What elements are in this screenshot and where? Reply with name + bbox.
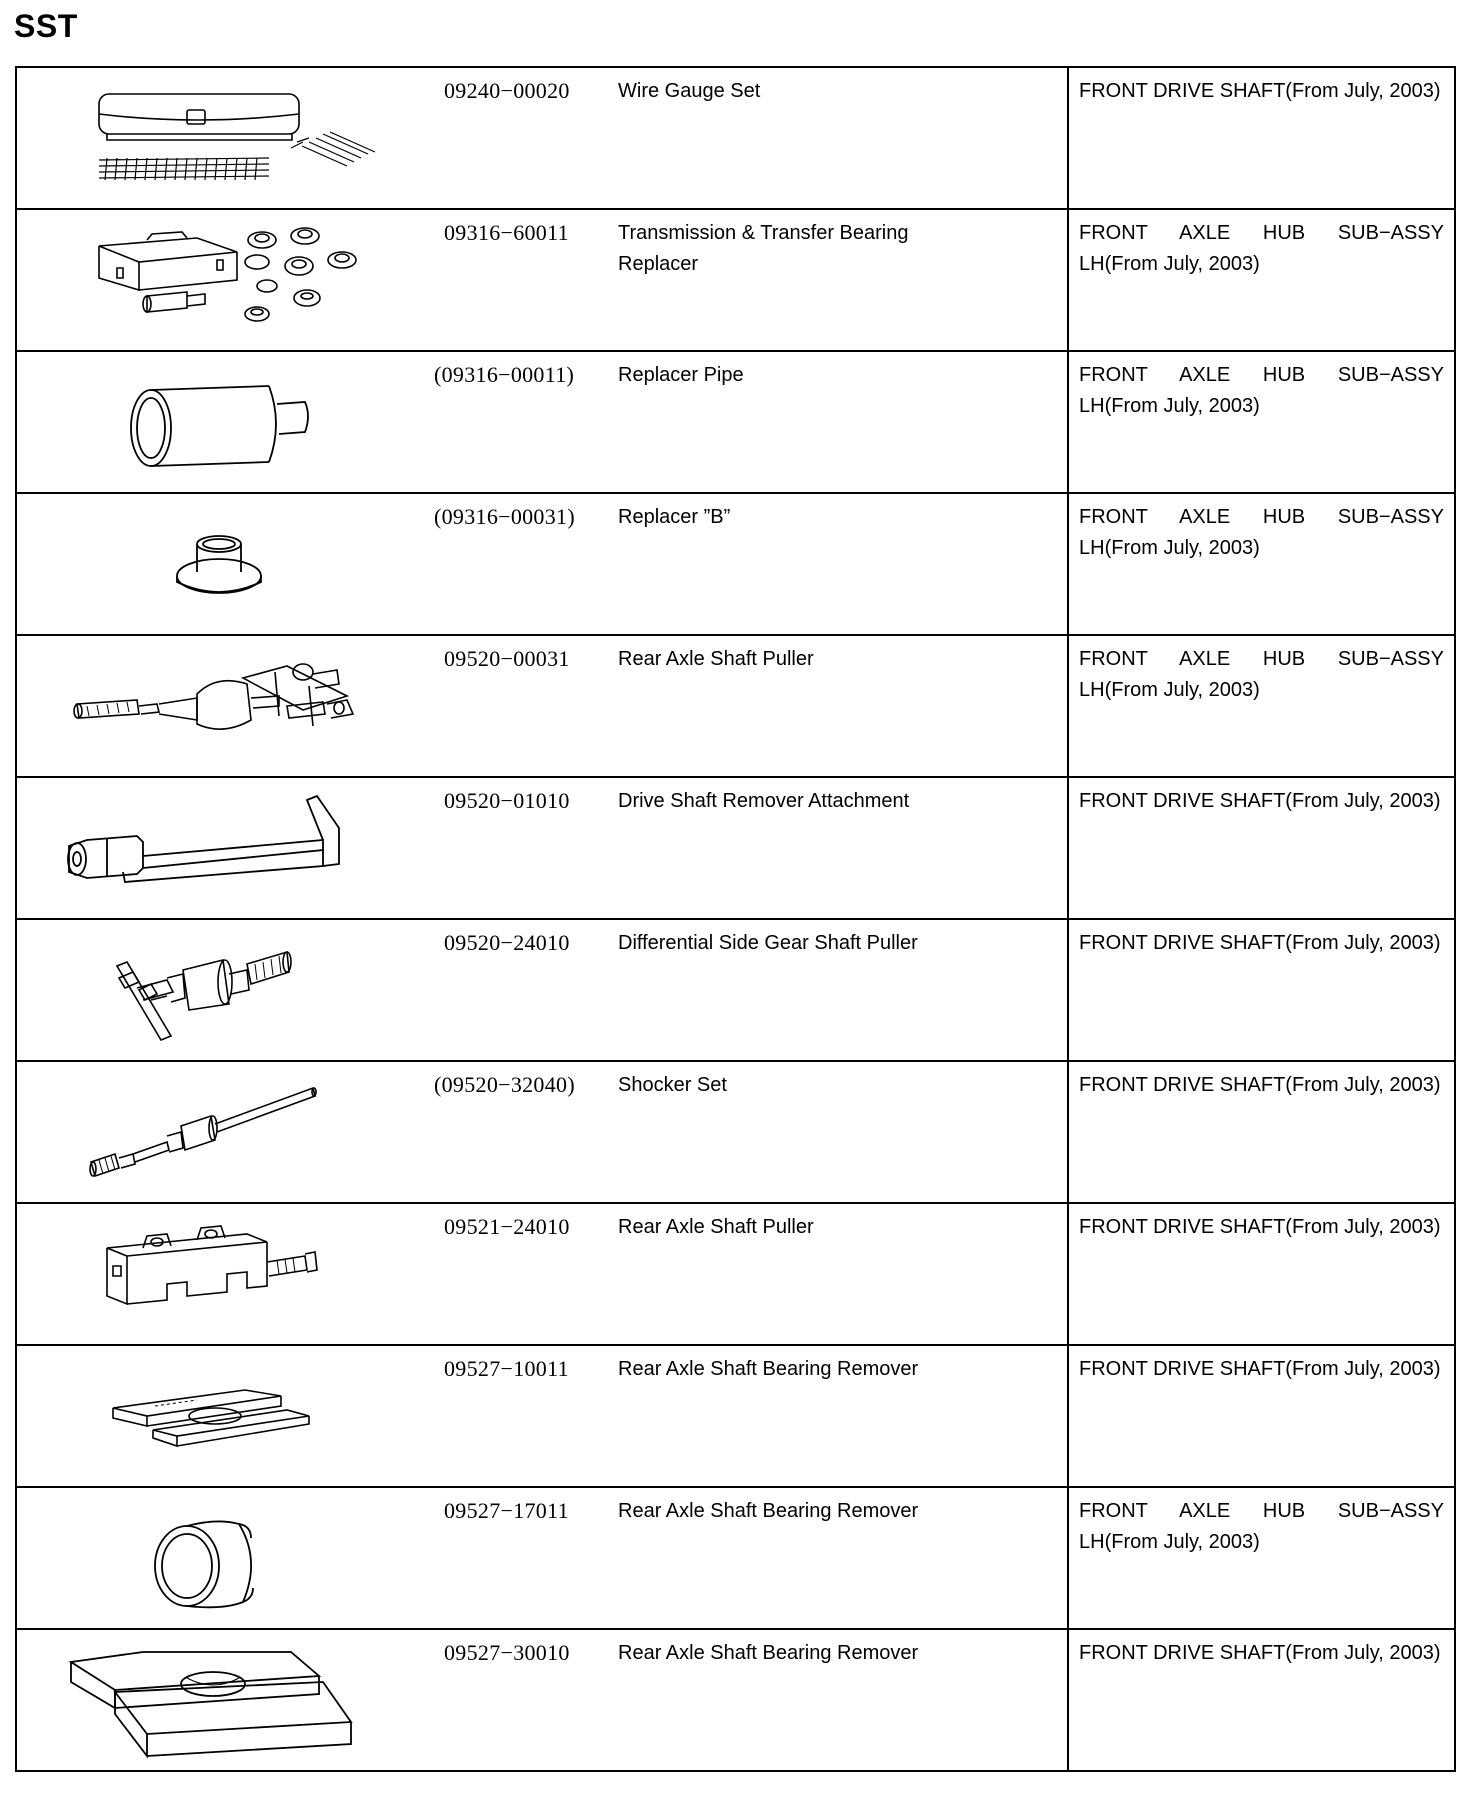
table-row — [16, 1061, 1455, 1203]
bearing-replacer-kit-icon — [47, 218, 407, 346]
applies-to-cell — [1068, 1061, 1455, 1203]
tool-cell — [16, 67, 1068, 209]
replacer-pipe-icon — [47, 360, 407, 488]
table-row — [16, 1487, 1455, 1629]
applies-to-text: FRONT AXLE HUB SUB−ASSY LH(From July, 2003) — [1079, 364, 1444, 417]
sst-table — [15, 66, 1456, 1772]
applies-to-text: FRONT AXLE HUB SUB−ASSY LH(From July, 2003) — [1079, 506, 1444, 559]
table-row — [16, 919, 1455, 1061]
tool-cell — [16, 919, 1068, 1061]
part-number: (09520−32040) — [434, 1072, 575, 1097]
applies-to-text: FRONT DRIVE SHAFT(From July, 2003) — [1079, 80, 1441, 102]
applies-to-text: FRONT DRIVE SHAFT(From July, 2003) — [1079, 790, 1441, 812]
applies-to-text: FRONT DRIVE SHAFT(From July, 2003) — [1079, 1358, 1441, 1380]
table-row — [16, 1345, 1455, 1487]
applies-to-text: FRONT DRIVE SHAFT(From July, 2003) — [1079, 1642, 1441, 1664]
applies-to-cell — [1068, 493, 1455, 635]
table-row — [16, 209, 1455, 351]
part-number: (09316−00031) — [434, 504, 575, 529]
applies-to-text: FRONT AXLE HUB SUB−ASSY LH(From July, 2003) — [1079, 648, 1444, 701]
wire-gauge-set-icon — [47, 76, 407, 204]
tool-name: Replacer ”B” — [618, 506, 731, 528]
tool-name: Rear Axle Shaft Bearing Remover — [618, 1500, 919, 1522]
table-row — [16, 493, 1455, 635]
tool-name: Rear Axle Shaft Puller — [618, 1216, 814, 1238]
tool-cell — [16, 1629, 1068, 1771]
table-row — [16, 1629, 1455, 1771]
side-gear-puller-icon — [47, 928, 407, 1056]
tool-name: Replacer Pipe — [618, 364, 744, 386]
tool-cell — [16, 1487, 1068, 1629]
tool-name: Rear Axle Shaft Bearing Remover — [618, 1358, 919, 1380]
split-plate-icon — [47, 1354, 407, 1482]
tool-cell — [16, 635, 1068, 777]
applies-to-cell — [1068, 1629, 1455, 1771]
split-block-icon — [47, 1638, 407, 1766]
table-row — [16, 777, 1455, 919]
applies-to-cell — [1068, 351, 1455, 493]
table-row — [16, 351, 1455, 493]
tool-cell — [16, 1203, 1068, 1345]
applies-to-text: FRONT DRIVE SHAFT(From July, 2003) — [1079, 1216, 1441, 1238]
cup-remover-icon — [47, 1496, 407, 1624]
applies-to-cell — [1068, 1345, 1455, 1487]
part-number: 09316−60011 — [444, 220, 569, 245]
part-number: 09520−01010 — [444, 788, 570, 813]
tool-cell — [16, 1345, 1068, 1487]
clamp-puller-icon — [47, 1212, 407, 1340]
remover-attachment-icon — [47, 786, 407, 914]
applies-to-cell — [1068, 209, 1455, 351]
applies-to-cell — [1068, 67, 1455, 209]
part-number: (09316−00011) — [434, 362, 575, 387]
tool-name: Rear Axle Shaft Bearing Remover — [618, 1642, 919, 1664]
tool-cell — [16, 351, 1068, 493]
tool-name: Rear Axle Shaft Puller — [618, 648, 814, 670]
applies-to-text: FRONT AXLE HUB SUB−ASSY LH(From July, 2003) — [1079, 1500, 1444, 1553]
applies-to-cell — [1068, 919, 1455, 1061]
part-number: 09520−00031 — [444, 646, 570, 671]
applies-to-cell — [1068, 777, 1455, 919]
part-number: 09521−24010 — [444, 1214, 570, 1239]
tool-name: Transmission & Transfer Bearing Replacer — [618, 222, 909, 275]
tool-name: Differential Side Gear Shaft Puller — [618, 932, 918, 954]
part-number: 09527−30010 — [444, 1640, 570, 1665]
replacer-b-icon — [47, 502, 407, 630]
applies-to-text: FRONT DRIVE SHAFT(From July, 2003) — [1079, 1074, 1441, 1096]
part-number: 09520−24010 — [444, 930, 570, 955]
tool-name: Wire Gauge Set — [618, 80, 761, 102]
tool-cell — [16, 1061, 1068, 1203]
table-row — [16, 635, 1455, 777]
part-number: 09240−00020 — [444, 78, 570, 103]
table-row — [16, 67, 1455, 209]
page-title: SST — [14, 8, 78, 44]
part-number: 09527−10011 — [444, 1356, 569, 1381]
applies-to-text: FRONT DRIVE SHAFT(From July, 2003) — [1079, 932, 1441, 954]
applies-to-cell — [1068, 1487, 1455, 1629]
tool-name: Shocker Set — [618, 1074, 727, 1096]
tool-cell — [16, 777, 1068, 919]
slide-hammer-puller-icon — [47, 644, 407, 772]
part-number: 09527−17011 — [444, 1498, 569, 1523]
applies-to-cell — [1068, 635, 1455, 777]
tool-name: Drive Shaft Remover Attachment — [618, 790, 910, 812]
tool-cell — [16, 493, 1068, 635]
applies-to-cell — [1068, 1203, 1455, 1345]
shocker-set-icon — [47, 1070, 407, 1198]
table-row — [16, 1203, 1455, 1345]
applies-to-text: FRONT AXLE HUB SUB−ASSY LH(From July, 2003) — [1079, 222, 1444, 275]
tool-cell — [16, 209, 1068, 351]
